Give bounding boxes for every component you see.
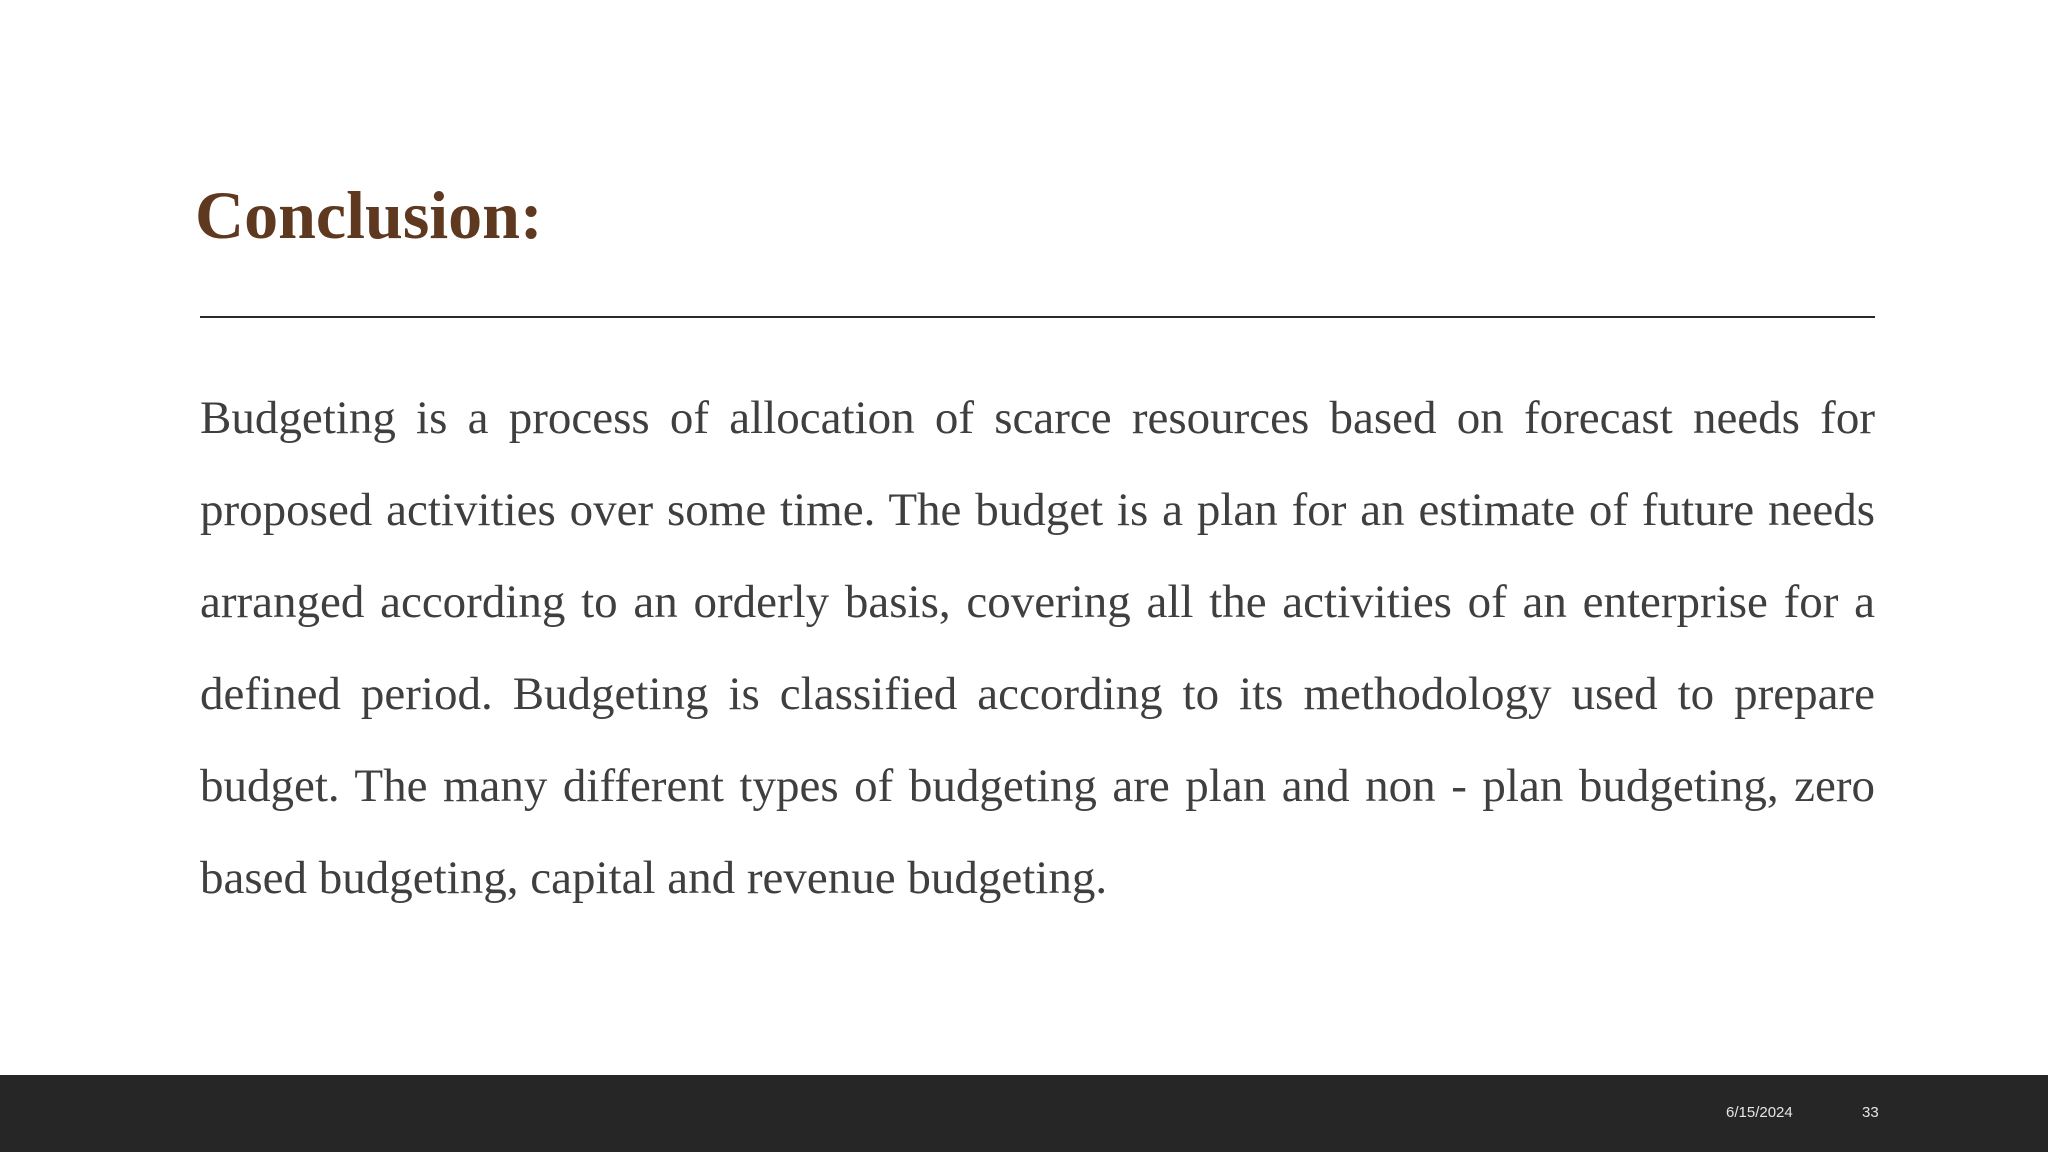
title-divider: [200, 316, 1875, 318]
slide-title: Conclusion:: [195, 177, 543, 253]
footer-page-number: 33: [1862, 1104, 1879, 1121]
footer-date: 6/15/2024: [1726, 1104, 1793, 1121]
slide-body-text: Budgeting is a process of allocation of scarce resources based on forecast needs for proposed activities over some time. The budget is a plan for an estimate of future needs arranged according to an orderly basis, covering all the activities of an enterprise for a defined period. Budgeting is classified according to its methodology used to prepare budget. The many different types of budgeting are plan and non - plan budgeting, zero based budgeting, capital and revenue budgeting.: [200, 392, 1875, 904]
